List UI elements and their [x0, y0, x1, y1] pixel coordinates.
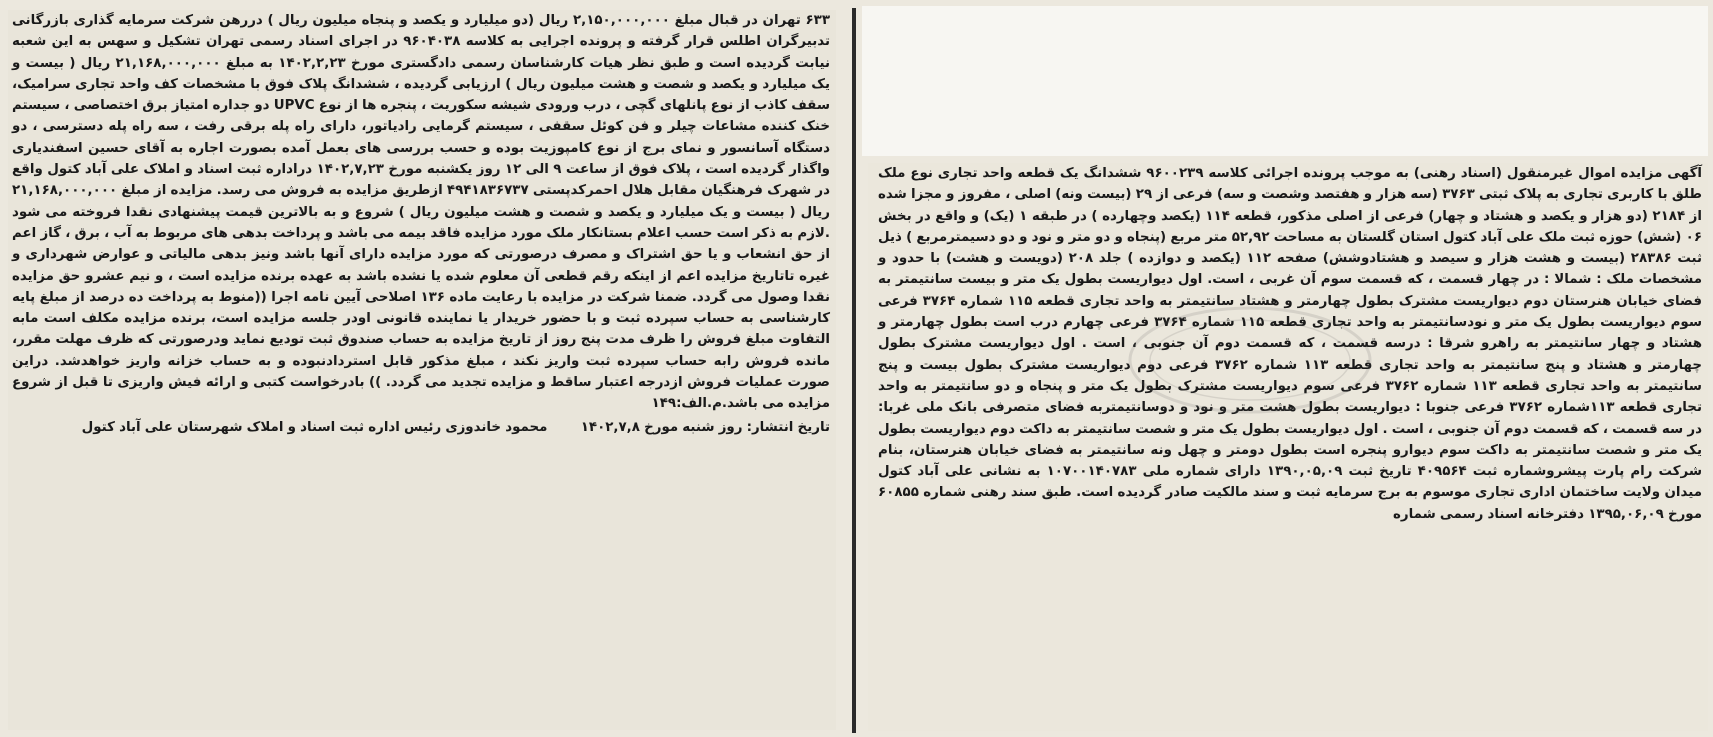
publish-and-signature — [12, 417, 830, 438]
auction-notice-continuation-column — [8, 10, 836, 730]
column-divider — [852, 8, 856, 733]
auction-notice-start-column — [868, 163, 1708, 731]
notice-body-continued: ۶۳۳ تهران در قبال مبلغ ۲,۱۵۰,۰۰۰,۰۰۰ ریال (دو میلیارد و یکصد و پنجاه میلیون ریال ) دررهن شرکت سرمایه گذاری بازرگانی تدبیرگران اطلس قرار گرفته و پرونده اجرایی به کلاسه ۹۶۰۴۰۳۸ در اجرای اسناد رسمی تهران تشکیل و سهس به این شعبه نیابت گردیده است و طبق نظر هیات کارشناسان رسمی دادگستری مورخ ۱۴۰۲,۲,۲۳ به مبلغ ۲۱,۱۶۸,۰۰۰,۰۰۰ ریال ( بیست و یک میلیارد و یکصد و شصت و هشت میلیون ریال ) ارزیابی گردیده ، ششدانگ پلاک فوق با مشخصات کف واحد تجاری سرامیک، سقف کاذب از نوع پانلهای گچی ، درب ورودی شیشه سکوریت ، پنجره ها از نوع UPVC دو جداره امتیاز برق اختصاصی ، سیستم خنک کننده مشاعات چیلر و فن کوئل سقفی ، سیستم گرمایی رادیاتور، دارای راه پله برقی رفت ، سه راه پله دسترسی ، دو دستگاه آسانسور و نمای برج از نوع کامپوزیت بوده و حسب بررسی های بعمل آمده بصورت اجاره به آقای حسین اسفندیاری واگذار گردیده است ، پلاک فوق از ساعت ۹ الی ۱۲ روز یکشنبه مورخ ۱۴۰۲,۷,۲۳ دراداره ثبت اسناد و املاک علی آباد کتول واقع در شهرک فرهنگیان مقابل هلال احمرکدپستی ۴۹۴۱۸۳۶۷۳۷ ازطریق مزایده به فروش می رسد. مزایده از مبلغ ۲۱,۱۶۸,۰۰۰,۰۰۰ ریال ( بیست و یک میلیارد و یکصد و شصت و هشت میلیون ریال ) شروع و به بالاترین قیمت پیشنهادی نقدا فروخته می شود .لازم به ذکر است حسب اعلام بستانکار ملک مورد مزایده فاقد بیمه می باشد و پرداخت بدهی های مربوط به آب ، برق ، گاز اعم از حق انشعاب و یا حق اشتراک و مصرف درصورتی که مورد مزایده دارای آنها باشد ونیز بدهی مالیاتی و عوارض شهرداری و غیره تاتاریخ مزایده اعم از اینکه رقم قطعی آن معلوم شده یا نشده باشد به عهده برنده مزایده است ، و نیم عشرو حق مزایده نقدا وصول می گردد. ضمنا شرکت در مزایده با رعایت ماده ۱۳۶ اصلاحی آیین نامه اجرا ((منوط به پرداخت ده درصد از مبلغ پایه کارشناسی به حساب سپرده ثبت و با حضور خریدار یا نماینده قانونی اودر جلسه مزایده است، برنده مزایده مکلف است مابه التفاوت مبلغ فروش را ظرف مدت پنج روز از تاریخ مزایده به حساب صندوق ثبت تودیع نماید ودرصورتی که ظرف مهلت مقرر، مانده فروش رابه حساب سپرده ثبت واریز نکند ، مبلغ مذکور قابل استردادنبوده و به حساب خزانه واریز خواهدشد. دراین صورت عملیات فروش ازدرجه اعتبار ساقط و مزایده تجدید می گردد. )) بادرخواست کتبی و ارائه فیش واریزی تا قبل از شروع مزایده می باشد.م.الف:۱۴۹ — [12, 13, 831, 412]
blank-top-area — [862, 6, 1708, 156]
notice-body-start: آگهی مزایده اموال غیرمنقول (اسناد رهنی) به موجب پرونده اجرائی کلاسه ۹۶۰۰۲۳۹ ششدانگ یک قطعه واحد تجاری نوع ملک طلق با کاربری تجاری به پلاک ثبتی ۳۷۶۳ (سه هزار و هفتصد وشصت و سه) فرعی از ۲۹ (بیست ونه) اصلی ، مفروز و مجزا شده از ۲۱۸۴ (دو هزار و یکصد و هشتاد و چهار) فرعی از اصلی مذکور، قطعه ۱۱۴ (یکصد وچهارده ) در طبقه ۱ (یک) و واقع در بخش ۰۶ (شش) حوزه ثبت ملک علی آباد کتول استان گلستان به مساحت ۵۲,۹۲ متر مربع (پنجاه و دو متر و نود و دو دسیمترمربع ) ذیل ثبت ۲۸۳۸۶ (بیست و هشت هزار و سیصد و هشتادوشش) صفحه ۱۱۲ (یکصد و دوازده ) جلد ۲۰۸ (دویست و هشت) با حدود و مشخصات ملک : شمالا : در چهار قسمت ، که قسمت سوم آن غربی ، است. اول دیواریست بطول یک متر و بیست سانتیمتر به فضای خیابان هنرستان دوم دیواریست مشترک بطول چهارمتر و هشتاد سانتیمتر به واحد تجاری قطعه ۱۱۵ شماره ۳۷۶۴ فرعی سوم دیواریست بطول یک متر و نودسانتیمتر به واحد تجاری قطعه ۱۱۵ شماره ۳۷۶۴ فرعی چهارم درب است بطول چهارمتر و هشتاد و چهار سانتیمتر به راهرو شرقا : درسه قسمت ، که قسمت دوم آن جنوبی ، است . اول دیواریست مشترک بطول چهارمتر و هشتاد و پنج سانتیمتر به واحد تجاری قطعه ۱۱۳ شماره ۳۷۶۲ فرعی دوم دیواریست مشترک بطول بیست و پنج سانتیمتر به واحد تجاری قطعه ۱۱۳ شماره ۳۷۶۲ فرعی سوم دیواریست مشترک بطول یک متر و پنجاه و دو سانتیمتر به واحد تجاری قطعه ۱۱۳شماره ۳۷۶۲ فرعی جنوبا : دیواریست بطول هشت متر و نود و دوسانتیمتربه فضای متصرفی بانک ملی غربا: در سه قسمت ، که قسمت دوم آن جنوبی ، است . اول دیواریست بطول یک متر و شصت سانتیمتر به داکت دوم دیواریست بطول یک متر و شصت سانتیمتر به داکت سوم دیوارو پنجره است بطول دومتر و چهل ونه سانتیمتر به فضای خیابان هنرستان، بنام شرکت رام پارت پیشروشماره ثبت ۴۰۹۵۶۴ تاریخ ثبت ۱۳۹۰,۰۵,۰۹ دارای شماره ملی ۱۰۷۰۰۱۴۰۷۸۳ به نشانی علی آباد کتول میدان ولایت ساختمان اداری تجاری موسوم به برج سرمایه ثبت و سند مالکیت صادر گردیده است. طبق سند رهنی شماره ۶۰۸۵۵ مورخ ۱۳۹۵,۰۶,۰۹ دفترخانه اسناد رسمی شماره — [878, 166, 1703, 522]
registrar-signature: محمود خاندوزی رئیس اداره ثبت اسناد و املاک شهرستان علی آباد کتول — [81, 419, 548, 435]
publish-date-line: تاریخ انتشار: روز شنبه مورخ ۱۴۰۲,۷,۸ — [580, 419, 830, 435]
